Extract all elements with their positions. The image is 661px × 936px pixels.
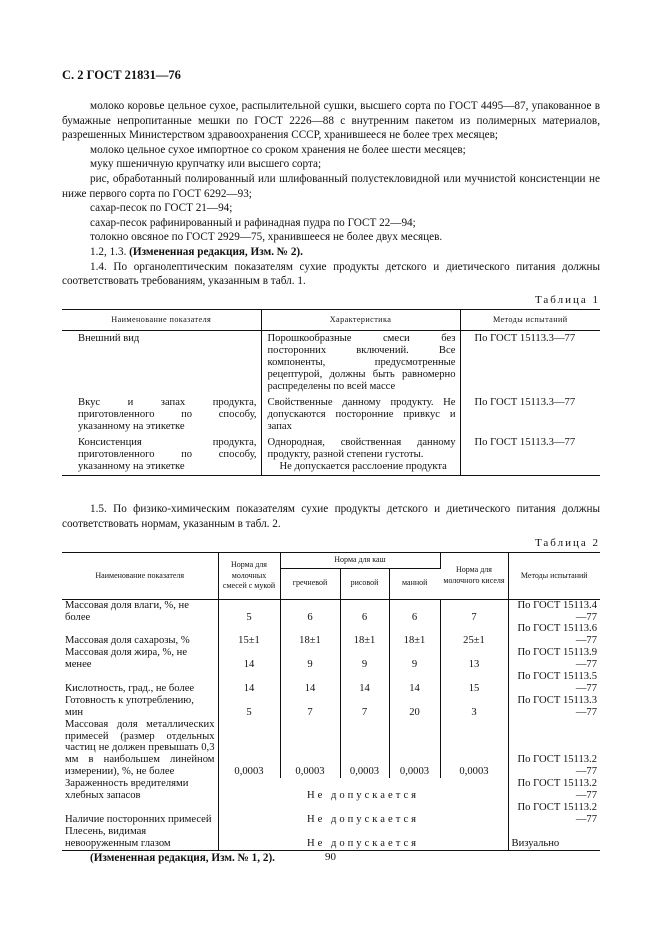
- paragraph-rice: рис, обработанный полированный или шлифованный полустекловидной или мучнистой консистенции не ниже первого сорта по ГОСТ 6292—93;: [62, 172, 600, 200]
- table-cell: Консистенция продукта, приготовленного по способу, указанному на этикетке: [62, 435, 261, 476]
- column-header: рисовой: [340, 568, 389, 599]
- table-cell: 7: [280, 695, 340, 719]
- table-cell: 14: [389, 671, 440, 695]
- table-cell: По ГОСТ 15113.3—77: [460, 331, 600, 396]
- table-row: [62, 599, 600, 623]
- column-header: гречневой: [280, 568, 340, 599]
- table-cell: 20: [389, 695, 440, 719]
- paragraph-physico-chemical: 1.5. По физико-химическим показателям сухие продукты детского и диетического питания должны соответствовать нормам, указанным в табл. 2.: [62, 503, 600, 530]
- table-cell: 6: [389, 599, 440, 623]
- column-header: Методы испытаний: [508, 553, 600, 600]
- table-cell: По ГОСТ 15113.3—77: [517, 694, 597, 718]
- table-cell: 3: [440, 695, 508, 719]
- table-cell: Внешний вид: [78, 333, 140, 345]
- table-cell: 14: [280, 671, 340, 695]
- cell-text: Однородная, свойственная данному продукту, разной степени густоты.: [267, 437, 456, 461]
- table-cell: 25±1: [440, 623, 508, 647]
- table2-caption: Таблица 2: [534, 536, 600, 549]
- document-body: [62, 99, 600, 865]
- table-organoleptic: [62, 309, 600, 476]
- table-cell: 0,0003: [340, 719, 389, 779]
- table1-caption: Таблица 1: [534, 293, 600, 306]
- table-cell: Готовность к употреблению, мин: [62, 695, 218, 719]
- table-cell: Массовая доля металлических примесей (размер отдельных частиц не должен превышать 0,3 мм в наибольшем линейном измерении), %, не более: [62, 719, 218, 779]
- table-header-row: [62, 553, 600, 569]
- table-cell: 7: [440, 599, 508, 623]
- table-cell: 18±1: [389, 623, 440, 647]
- table-cell: Наличие посторонних примесей: [62, 802, 218, 826]
- table-row: [62, 435, 600, 476]
- column-header: Характеристика: [261, 310, 460, 331]
- table-cell: По ГОСТ 15113.3—77: [460, 395, 600, 435]
- table-row: [62, 671, 600, 695]
- column-header: Норма для каш: [280, 553, 440, 569]
- table-cell: [261, 435, 460, 476]
- table-cell: Зараженность вредителями хлебных запасов: [62, 778, 218, 802]
- table-row: [62, 778, 600, 802]
- paragraph-revision-1-2: [62, 245, 600, 260]
- page-header: С. 2 ГОСТ 21831—76: [62, 68, 181, 82]
- table-cell: Визуально: [508, 826, 600, 850]
- table-cell: По ГОСТ 15113.2—77: [517, 754, 597, 778]
- paragraph-oat-flour: толокно овсяное по ГОСТ 2929—75, хранившееся не более двух месяцев.: [90, 231, 443, 244]
- table-header-row: [62, 310, 600, 331]
- table-cell: Массовая доля жира, %, не менее: [62, 647, 218, 671]
- column-header: Наименование показателя: [62, 310, 261, 331]
- table-cell: 14: [340, 671, 389, 695]
- column-header: Норма для молочных смесей с мукой: [218, 553, 280, 600]
- table-cell: Порошкообразные смеси без посторонних включений. Все компоненты, предусмотренные рецептурой, должны быть равномерно распределены по всей массе: [261, 331, 460, 396]
- paragraph-imported-milk: молоко цельное сухое импортное со сроком хранения не более шести месяцев;: [90, 143, 466, 156]
- table-cell: 0,0003: [440, 719, 508, 779]
- paragraph-sugar: сахар-песок по ГОСТ 21—94;: [90, 202, 233, 215]
- revision-note: (Измененная редакция, Изм. № 2).: [129, 245, 303, 258]
- table-cell: 0,0003: [280, 719, 340, 779]
- table-cell: По ГОСТ 15113.2—77: [517, 802, 597, 825]
- table-row: [62, 826, 600, 850]
- table-cell: 14: [218, 671, 280, 695]
- paragraph-organoleptic: 1.4. По органолептическим показателям сухие продукты детского и диетического питания должны соответствовать требованиям, указанным в табл. 1.: [62, 260, 600, 288]
- page-number: 90: [325, 851, 336, 863]
- table-row: [62, 647, 600, 671]
- revision-note-footer: (Измененная редакция, Изм. № 1, 2).: [90, 851, 275, 864]
- table-cell: 15±1: [218, 623, 280, 647]
- table-cell: Свойственные данному продукту. Не допускаются посторонние привкус и запах: [261, 395, 460, 435]
- table-row: [62, 623, 600, 647]
- table-cell: 15: [440, 671, 508, 695]
- table-cell: 7: [340, 695, 389, 719]
- table-cell: По ГОСТ 15113.9—77: [517, 647, 597, 671]
- paragraph-refined-sugar: сахар-песок рафинированный и рафинадная пудра по ГОСТ 22—94;: [90, 216, 416, 229]
- column-header: Методы испытаний: [460, 310, 600, 331]
- table-cell: 6: [340, 599, 389, 623]
- table-cell: Не допускается: [218, 826, 508, 850]
- table-cell: 9: [340, 647, 389, 671]
- table-cell: 0,0003: [218, 719, 280, 779]
- table-cell: Не допускается: [218, 802, 508, 826]
- table-cell: 18±1: [340, 623, 389, 647]
- paragraph-milk-powder: молоко коровье цельное сухое, распылительной сушки, высшего сорта по ГОСТ 4495—87, упакованное в бумажные непропитанные мешки по ГОСТ 2226—88 с внутренним пакетом из полимерных материалов, разрешенных Министерством здравоохранения СССР, хранившееся не более трех месяцев;: [62, 100, 600, 142]
- paragraph-flour: муку пшеничную крупчатку или высшего сорта;: [90, 158, 322, 171]
- revision-clause-number: 1.2, 1.3.: [90, 245, 127, 258]
- table-row: [62, 802, 600, 826]
- table-cell: 5: [218, 695, 280, 719]
- table-cell: Вкус и запах продукта, приготовленного по способу, указанному на этикетке: [78, 397, 257, 433]
- table-cell: По ГОСТ 15113.6—77: [517, 623, 597, 647]
- table-cell: 0,0003: [389, 719, 440, 779]
- table-physico-chemical: [62, 552, 600, 851]
- table-cell: 18±1: [280, 623, 340, 647]
- table-cell: По ГОСТ 15113.4—77: [517, 599, 597, 623]
- table-cell: Плесень, видимая невооруженным глазом: [62, 826, 218, 850]
- table-cell: 14: [218, 647, 280, 671]
- table-cell: 5: [218, 599, 280, 623]
- table-cell: Кислотность, град., не более: [62, 671, 218, 695]
- table-cell: 13: [440, 647, 508, 671]
- table-row: [62, 395, 600, 435]
- table-row: [62, 331, 600, 396]
- column-header: Норма для молочного киселя: [440, 553, 508, 600]
- table-cell: 9: [389, 647, 440, 671]
- table-cell: Массовая доля сахарозы, %: [62, 623, 218, 647]
- cell-text: Не допускается расслоение продукта: [279, 461, 447, 473]
- table-row: [62, 695, 600, 719]
- table-cell: 6: [280, 599, 340, 623]
- table-cell: 9: [280, 647, 340, 671]
- table-cell: Массовая доля влаги, %, не более: [62, 599, 218, 623]
- column-header: манной: [389, 568, 440, 599]
- table-cell: По ГОСТ 15113.2—77: [517, 778, 597, 802]
- table-row: [62, 719, 600, 779]
- table-cell: По ГОСТ 15113.5—77: [517, 671, 597, 694]
- table-cell: Не допускается: [218, 778, 508, 802]
- column-header: Наименование показателя: [62, 553, 218, 600]
- table-cell: По ГОСТ 15113.3—77: [460, 435, 600, 476]
